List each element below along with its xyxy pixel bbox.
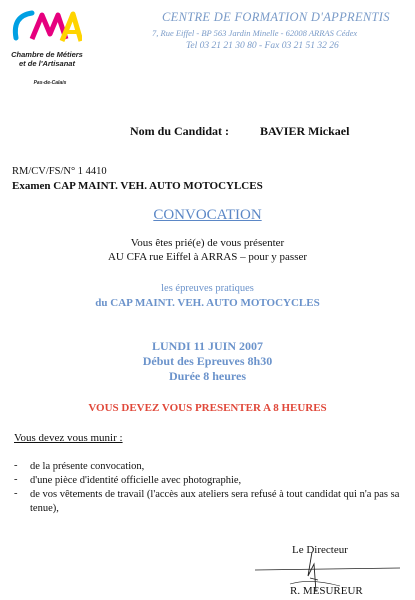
exam-title: Examen CAP MAINT. VEH. AUTO MOTOCYLCES — [12, 180, 263, 192]
logo-line2: et de l'Artisanat — [19, 59, 75, 68]
reference-number: RM/CV/FS/N° 1 4410 — [12, 166, 107, 177]
bullet-dash: - — [14, 474, 18, 485]
cma-logo-icon — [10, 8, 82, 46]
candidate-label: Nom du Candidat : — [130, 124, 230, 138]
exam-start-time: Début des Epreuves 8h30 — [142, 354, 273, 368]
exam-date: LUNDI 11 JUIN 2007 — [151, 339, 263, 353]
epreuves-line1: les épreuves pratiques — [161, 283, 254, 294]
requirements-heading: Vous devez vous munir : — [14, 432, 123, 444]
candidate-name: BAVIER Mickael — [260, 124, 350, 138]
signer-name: R. MESUREUR — [290, 585, 363, 597]
invite-line1: Vous êtes prié(e) de vous présenter — [130, 237, 285, 249]
exam-duration: Durée 8 heures — [168, 369, 247, 383]
bullet-dash: - — [14, 460, 18, 471]
arrival-warning: VOUS DEVEZ VOUS PRESENTER A 8 HEURES — [88, 402, 327, 414]
bullet-dash: - — [14, 488, 18, 499]
header-tel-fax: Tel 03 21 21 30 80 - Fax 03 21 51 32 26 — [186, 41, 339, 51]
header-title: CENTRE DE FORMATION D'APPRENTIS — [162, 10, 390, 24]
convocation-title: CONVOCATION — [153, 207, 262, 223]
logo-region: Pas-de-Calais — [33, 80, 67, 86]
header-address: 7, Rue Eiffel - BP 563 Jardin Minelle - 62008 ARRAS Cédex — [152, 28, 358, 38]
signer-role: Le Directeur — [292, 544, 348, 556]
epreuves-line2: du CAP MAINT. VEH. AUTO MOTOCYCLES — [95, 297, 320, 309]
list-item-text: d'une pièce d'identité officielle avec photographie, — [30, 475, 242, 486]
invite-line2: AU CFA rue Eiffel à ARRAS – pour y passer — [107, 251, 308, 263]
list-item-text: de la présente convocation, — [30, 461, 145, 472]
list-item-text: de vos vêtements de travail (l'accès aux ateliers sera refusé à tout candidat qui n'a pas sa tenue), — [30, 489, 400, 514]
logo-line1: Chambre de Métiers — [11, 50, 83, 59]
